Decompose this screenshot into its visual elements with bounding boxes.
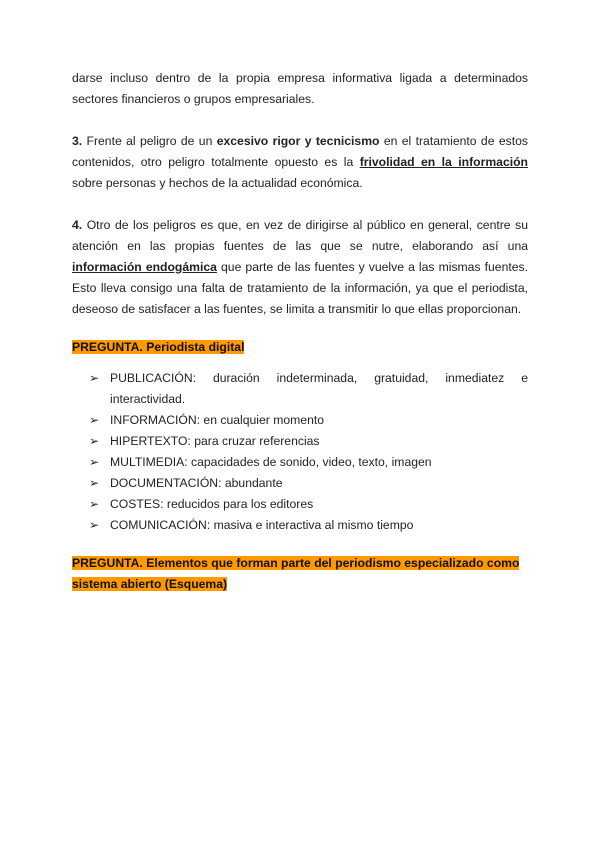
arrow-bullet-icon: ➢ [89, 371, 100, 385]
paragraph-3-text-1: Frente al peligro de un [82, 134, 217, 148]
list-item-text: COSTES: reducidos para los editores [110, 497, 314, 511]
paragraph-4-text-2: que parte de las fuentes y vuelve a las mismas fuentes. Esto lleva consigo una falta de tratamiento de la información, ya que el periodista, deseoso de satisfacer a las fuentes, se limita a transmitir lo que ellas proporcionan. [72, 260, 528, 316]
question-heading-1 [72, 337, 528, 358]
feature-list [72, 368, 528, 536]
list-item [72, 494, 528, 515]
list-item [72, 410, 528, 431]
question-heading-2 [72, 553, 528, 595]
informacion-endogamica-underlined: información endogámica [72, 260, 217, 274]
list-item-text: COMUNICACIÓN: masiva e interactiva al mismo tiempo [110, 518, 414, 532]
list-item [72, 431, 528, 452]
list-item-text: PUBLICACIÓN: duración indeterminada, gratuidad, inmediatez e interactividad. [110, 371, 528, 406]
paragraph-3 [72, 131, 528, 194]
list-item [72, 473, 528, 494]
list-item [72, 452, 528, 473]
arrow-bullet-icon: ➢ [89, 518, 100, 532]
list-item-text: DOCUMENTACIÓN: abundante [110, 476, 283, 490]
paragraph-3-text-2: en el tratamiento de estos contenidos, otro peligro totalmente opuesto es la [72, 134, 528, 169]
arrow-bullet-icon: ➢ [89, 413, 100, 427]
arrow-bullet-icon: ➢ [89, 476, 100, 490]
frivolidad-underlined: frivolidad en la información [359, 155, 529, 169]
paragraph-4-text-1: Otro de los peligros es que, en vez de dirigirse al público en general, centre su atención en las propias fuentes de las que se nutre, elaborando así una [72, 218, 528, 253]
paragraph-4 [72, 215, 528, 320]
paragraph-3-text-3: sobre personas y hechos de la actualidad económica. [72, 176, 363, 190]
list-item [72, 368, 528, 410]
arrow-bullet-icon: ➢ [89, 434, 100, 448]
list-item-text: INFORMACIÓN: en cualquier momento [110, 413, 325, 427]
list-item [72, 515, 528, 536]
list-item-text: HIPERTEXTO: para cruzar referencias [110, 434, 320, 448]
question-2-highlight: PREGUNTA. Elementos que forman parte del periodismo especializado como sistema abierto (Esquema) [72, 556, 520, 591]
paragraph-continuation: darse incluso dentro de la propia empresa informativa ligada a determinados sectores financieros o grupos empresariales. [72, 71, 528, 106]
arrow-bullet-icon: ➢ [89, 455, 100, 469]
question-1-highlight: PREGUNTA. Periodista digital [72, 340, 245, 354]
paragraph-3-number: 3. [72, 134, 83, 148]
excesivo-rigor-bold: excesivo rigor y tecnicismo [216, 134, 380, 148]
paragraph-4-number: 4. [72, 218, 83, 232]
arrow-bullet-icon: ➢ [89, 497, 100, 511]
document-page [72, 68, 528, 595]
list-item-text: MULTIMEDIA: capacidades de sonido, video, texto, imagen [110, 455, 432, 469]
